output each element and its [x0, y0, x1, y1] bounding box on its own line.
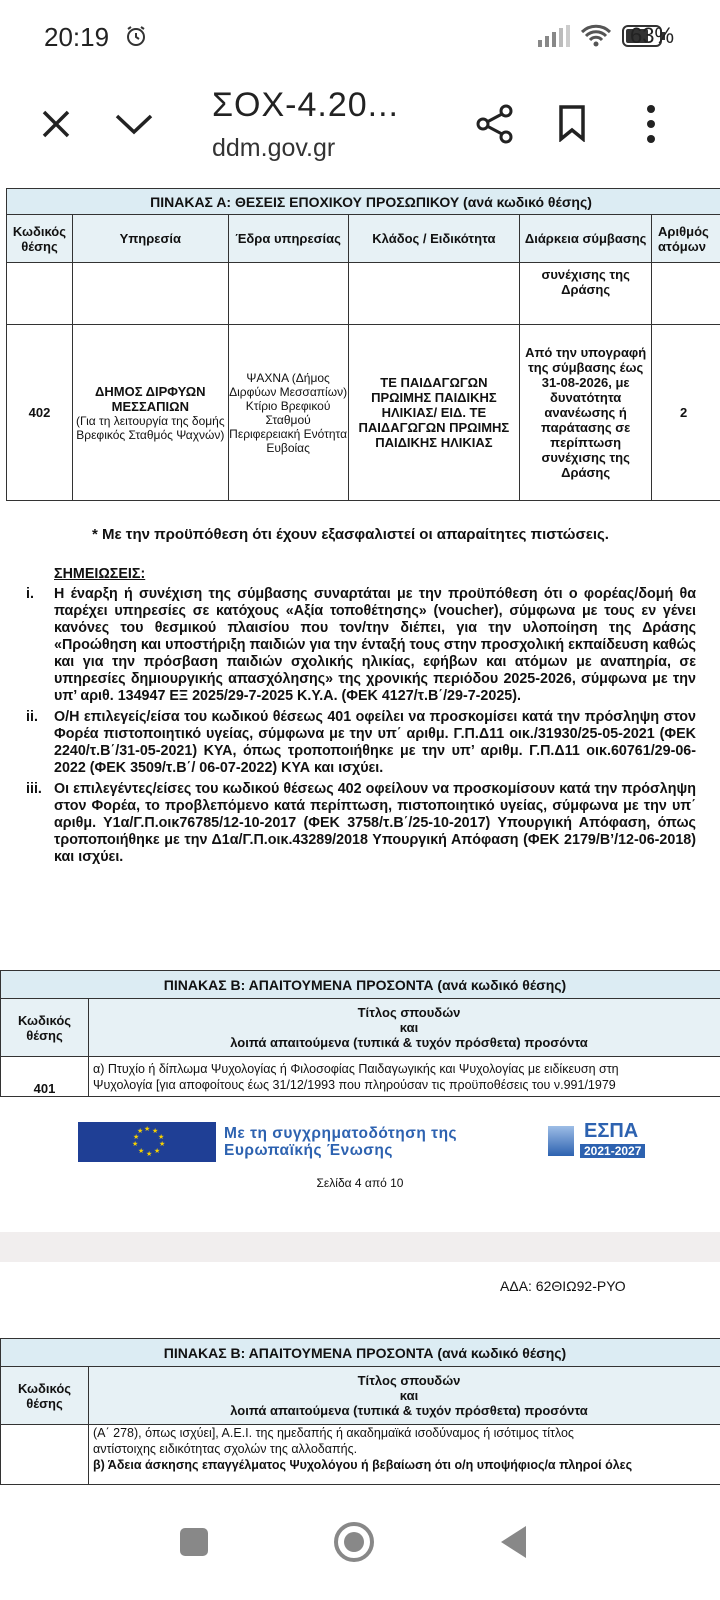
browser-toolbar — [0, 78, 720, 188]
espa-logo: ΕΣΠΑ 2021-2027 — [548, 1122, 678, 1164]
table-row — [1, 1425, 720, 1485]
home-icon[interactable] — [333, 1521, 375, 1563]
row-code: 401 — [1, 1057, 89, 1097]
table-a-caption: ΠΙΝΑΚΑΣ Α: ΘΕΣΕΙΣ ΕΠΟΧΙΚΟΥ ΠΡΟΣΩΠΙΚΟΥ (ανά κωδικό θέσης) — [7, 189, 720, 215]
table-b-caption: ΠΙΝΑΚΑΣ Β: ΑΠΑΙΤΟΥΜΕΝΑ ΠΡΟΣΟΝΤΑ (ανά κωδικό θέσης) — [1, 971, 720, 999]
bookmark-icon[interactable] — [558, 104, 586, 142]
share-icon[interactable] — [476, 104, 514, 144]
recents-icon[interactable] — [178, 1526, 210, 1558]
svg-text:★: ★ — [138, 1147, 145, 1155]
system-nav-bar — [0, 1494, 720, 1600]
table-row — [7, 325, 720, 501]
eu-flag-icon — [78, 1122, 216, 1162]
col-seat: Έδρα υπηρεσίας — [228, 215, 348, 263]
row-count: 2 — [652, 325, 720, 501]
svg-text:★: ★ — [158, 1133, 165, 1141]
page-title[interactable]: ΣΟΧ-4.20... — [212, 86, 399, 124]
page-separator — [0, 1232, 720, 1262]
col-code: Κωδικός θέσης — [7, 215, 73, 263]
cofund-text: Με τη συγχρηματοδότηση της Ευρωπαϊκής Ένωσης — [224, 1125, 458, 1159]
svg-text:★: ★ — [152, 1127, 159, 1135]
svg-text:★: ★ — [133, 1133, 140, 1141]
notes-heading: ΣΗΜΕΙΩΣΕΙΣ: — [54, 566, 146, 582]
signal-icon — [538, 25, 570, 47]
table-a — [6, 188, 720, 501]
row-qualifications: α) Πτυχίο ή δίπλωμα Ψυχολογίας ή Φιλοσοφίας Παιδαγωγικής και Ψυχολογίας με ειδίκευση στη Ψυχολογία [για αποφοίτους έως 31/12/1993 που πληρούσαν τις προϋποθέσεις του ν.991/1979 — [89, 1057, 720, 1097]
wifi-icon — [580, 24, 612, 48]
note-item: ii. Ο/Η επιλεγείς/είσα του κωδικού θέσεως 401 οφείλει να προσκομίσει κατά την πρόσληψη στον Φορέα πιστοποιητικό υγείας, σύμφωνα με την υπ΄ αριθμ. Γ.Π.Δ11 οικ./31930/25-05-2021 (ΦΕΚ 2240/τ.Β΄/31-05-2021) ΚΥΑ, όπως τροποποιήθηκε με την υπ’ αριθμ. Γ.Π.Δ11 οικ.60761/29-06-2022 (ΦΕΚ 3509/τ.Β΄/ 06-07-2022) ΚΥΑ και ισχύει. — [26, 709, 696, 776]
ada-code: ΑΔΑ: 62ΘΙΩ92-ΡΥΟ — [500, 1278, 626, 1294]
back-icon[interactable] — [498, 1524, 528, 1560]
footnote: * Με την προϋπόθεση ότι έχουν εξασφαλιστεί οι απαραίτητες πιστώσεις. — [92, 526, 609, 543]
eu-cofunding-banner — [78, 1122, 678, 1164]
row-qualifications: (Α΄ 278), όπως ισχύει], Α.Ε.Ι. της ημεδαπής ή ακαδημαϊκά ισοδύναμος ή ισότιμος τίτλος αντίστοιχης ειδικότητας σχολών της αλλοδαπής. β) Άδεια άσκησης επαγγέλματος Ψυχολόγου ή βεβαίωση ότι ο/η υποψήφιος/α πληροί όλες — [89, 1425, 720, 1485]
notes-section — [26, 566, 696, 870]
pdf-document-view[interactable] — [0, 188, 720, 1494]
row-seat: ΨΑΧΝΑ (Δήμος Διρφύων Μεσσαπίων) Κτίριο Βρεφικού Σταθμού Περιφερειακή Ενότητα Ευβοίας — [228, 325, 348, 501]
table-b-caption: ΠΙΝΑΚΑΣ Β: ΑΠΑΙΤΟΥΜΕΝΑ ΠΡΟΣΟΝΤΑ (ανά κωδικό θέσης) — [1, 1339, 720, 1367]
row-branch: ΤΕ ΠΑΙΔΑΓΩΓΩΝ ΠΡΩΙΜΗΣ ΠΑΙΔΙΚΗΣ ΗΛΙΚΙΑΣ/ ΕΙΔ. ΤΕ ΠΑΙΔΑΓΩΓΩΝ ΠΡΩΙΜΗΣ ΠΑΙΔΙΚΗΣ ΗΛΙΚΙΑΣ — [348, 325, 520, 501]
table-b-continued — [0, 1338, 720, 1485]
note-item: i. Η έναρξη ή συνέχιση της σύμβασης συναρτάται με την προϋπόθεση ότι ο φορέας/δομή θα παρέχει υπηρεσίες σε κατόχους «Αξία τοποθέτησης» (voucher), σύμφωνα με τους εν γένει κανόνες του θεσμικού πλαισίου που τον/την διέπει, για την υλοποίηση της Δράσης «Προώθηση και υποστήριξη παιδιών για την ένταξή τους στην προσχολική εκπαίδευση καθώς και για την πρόσβαση παιδιών σχολικής ηλικίας, εφήβων και ατόμων με αναπηρία, σε υπηρεσίες δημιουργικής απασχόλησης» της χρονικής περιόδου 2025-2026, σύμφωνα με την υπ’ αριθ. 134947 ΕΞ 2025/29-7-2025 Κ.Υ.Α. (ΦΕΚ 4127/τ.Β΄/29-7-2025). — [26, 586, 696, 704]
row-duration: Από την υπογραφή της σύμβασης έως 31-08-2026, με δυνατότητα ανανέωσης ή παράτασης σε περίπτωση συνέχισης της Δράσης — [520, 325, 652, 501]
svg-text:★: ★ — [146, 1150, 153, 1158]
col-title: Τίτλος σπουδών και λοιπά απαιτούμενα (τυπικά & τυχόν πρόσθετα) προσόντα — [89, 999, 720, 1057]
cont-duration: συνέχισης της Δράσης — [520, 263, 652, 325]
page-url[interactable]: ddm.gov.gr — [212, 134, 336, 162]
page-number: Σελίδα 4 από 10 — [316, 1176, 404, 1190]
status-bar — [0, 0, 720, 78]
svg-text:★: ★ — [154, 1147, 161, 1155]
svg-text:★: ★ — [159, 1140, 166, 1148]
col-code: Κωδικός θέσης — [1, 999, 89, 1057]
status-time: 20:19 — [44, 22, 110, 52]
col-code: Κωδικός θέσης — [1, 1367, 89, 1425]
table-b — [0, 970, 720, 1097]
svg-text:★: ★ — [132, 1140, 139, 1148]
col-duration: Διάρκεια σύμβασης — [520, 215, 652, 263]
chevron-down-icon[interactable] — [114, 112, 154, 136]
col-service: Υπηρεσία — [72, 215, 228, 263]
table-row — [1, 1057, 720, 1097]
svg-text:★: ★ — [144, 1125, 151, 1133]
col-count: Αριθμός ατόμων — [652, 215, 720, 263]
note-item: iii. Οι επιλεγέντες/είσες του κωδικού θέσεως 402 οφείλουν να προσκομίσουν κατά την πρόσληψη στον Φορέα, το προβλεπόμενο κατά περίπτωση, πιστοποιητικό υγείας, σύμφωνα με την υπ΄ αριθμ. Υ1α/Γ.Π.οικ76785/12-10-2017 (ΦΕΚ 3758/τ.Β΄/25-10-2017) Υπουργική Απόφαση, όπως τροποποιήθηκε με την Δ1α/Γ.Π.οικ.43289/2018 Υπουργική Απόφαση (ΦΕΚ 2179/Β’/12-06-2018) και ισχύει. — [26, 781, 696, 865]
close-icon[interactable] — [40, 108, 72, 140]
col-branch: Κλάδος / Ειδικότητα — [348, 215, 520, 263]
row-service: ΔΗΜΟΣ ΔΙΡΦΥΩΝ ΜΕΣΣΑΠΙΩΝ (Για τη λειτουργία της δομής Βρεφικός Σταθμός Ψαχνών) — [72, 325, 228, 501]
more-menu-icon[interactable] — [644, 104, 658, 144]
col-title: Τίτλος σπουδών και λοιπά απαιτούμενα (τυπικά & τυχόν πρόσθετα) προσόντα — [89, 1367, 720, 1425]
svg-text:★: ★ — [137, 1127, 144, 1135]
alarm-icon — [124, 24, 148, 48]
row-code: 402 — [7, 325, 73, 501]
battery-percent: 63% — [630, 23, 675, 48]
